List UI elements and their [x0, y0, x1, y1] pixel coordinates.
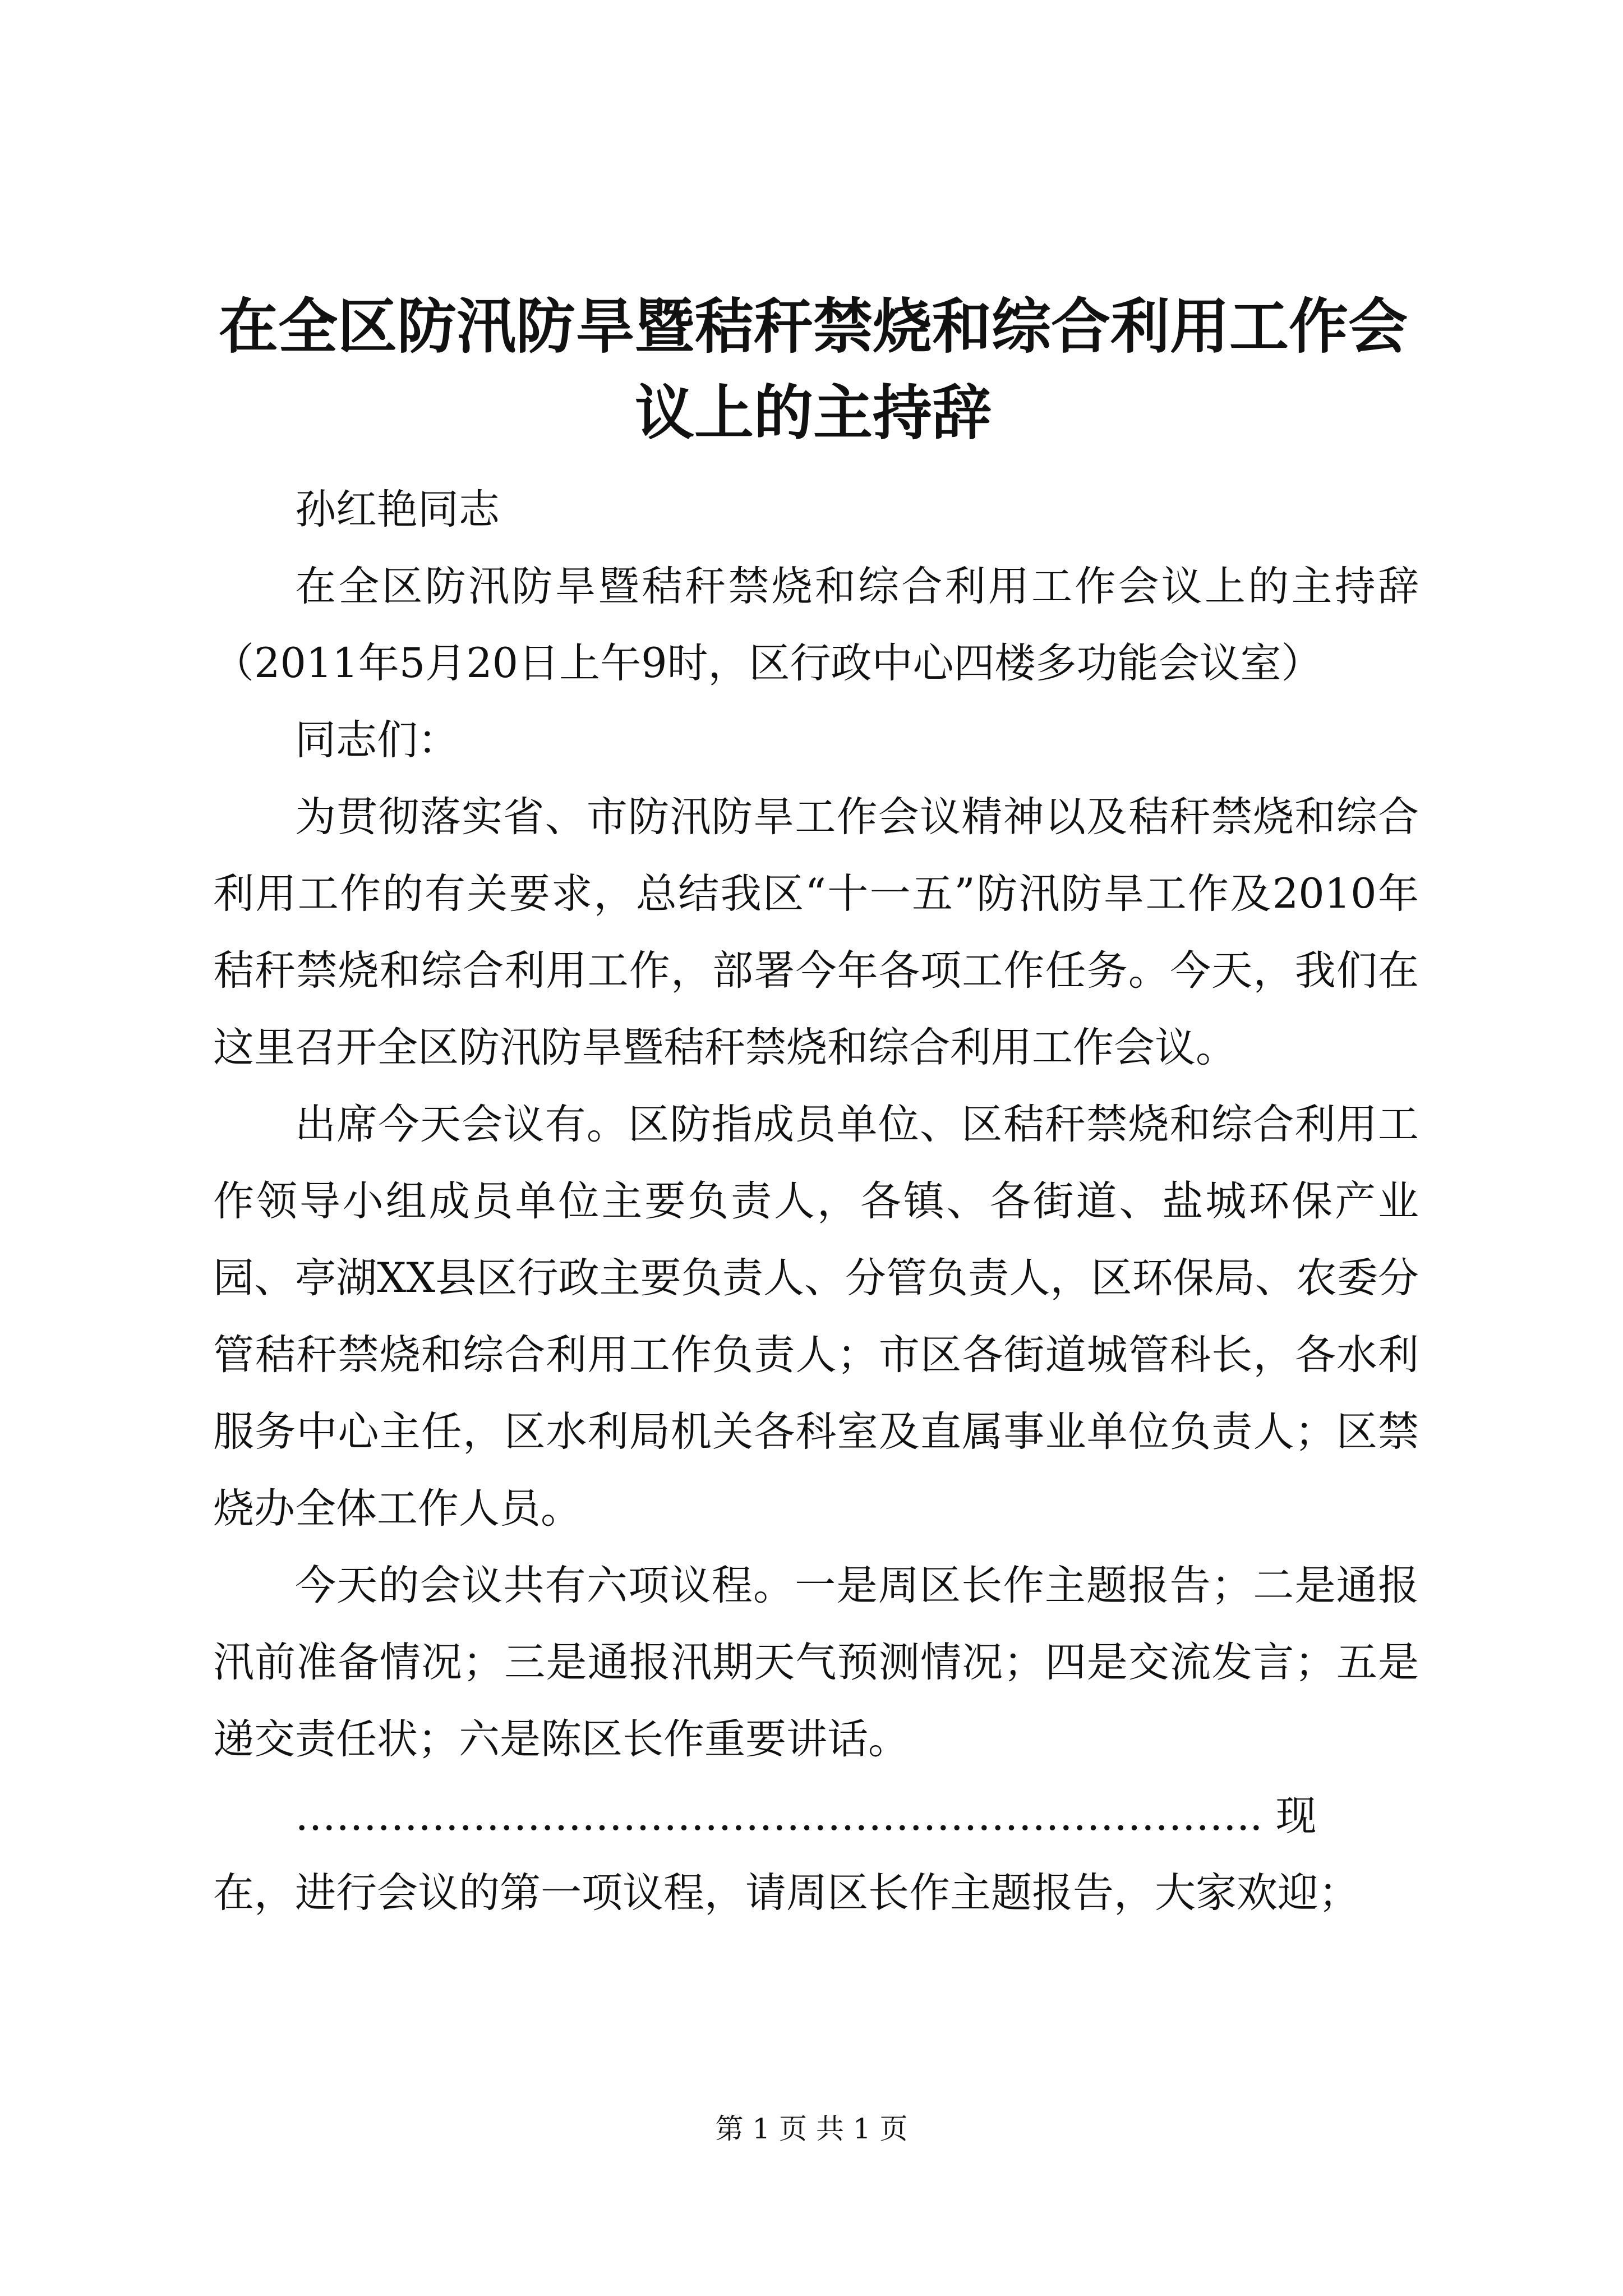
purpose-paragraph: 为贯彻落实省、市防汛防旱工作会议精神以及秸秆禁烧和综合利用工作的有关要求，总结我区“十一五”防汛防旱工作及2010年秸秆禁烧和综合利用工作，部署今年各项工作任务。今天，我们在这里召开全区防汛防旱暨秸秆禁烧和综合利用工作会议。	[213, 793, 1419, 1071]
document-body	[213, 471, 1419, 1931]
attendees-paragraph: 出席今天会议有。区防指成员单位、区秸秆禁烧和综合利用工作领导小组成员单位主要负责人，各镇、各街道、盐城环保产业园、亭湖XX县区行政主要负责人、分管负责人，区环保局、农委分管秸秆禁烧和综合利用工作负责人；市区各街道城管科长，各水利服务中心主任，区水利局机关各科室及直属事业单位负责人；区禁烧办全体工作人员。	[213, 1101, 1419, 1533]
document-title: 在全区防汛防旱暨秸秆禁烧和综合利用工作会议上的主持辞	[219, 291, 1408, 448]
addressee-line: 孙红艳同志	[295, 486, 500, 533]
agenda-paragraph: 今天的会议共有六项议程。一是周区长作主题报告；二是通报汛前准备情况；三是通报汛期天气预测情况；四是交流发言；五是递交责任状；六是陈区长作重要讲话。	[213, 1562, 1419, 1763]
greeting-line: 同志们：	[295, 716, 459, 764]
closing-paragraph: 在，进行会议的第一项议程，请周区长作主题报告，大家欢迎；	[213, 1869, 1359, 1917]
dotted-leader-line: …………………………………………………………….. 现	[295, 1792, 1317, 1840]
subtitle-paragraph: 在全区防汛防旱暨秸秆禁烧和综合利用工作会议上的主持辞（2011年5月20日上午9时，区行政中心四楼多功能会议室）	[213, 563, 1419, 687]
page-footer: 第 1 页 共 1 页	[715, 2113, 908, 2145]
